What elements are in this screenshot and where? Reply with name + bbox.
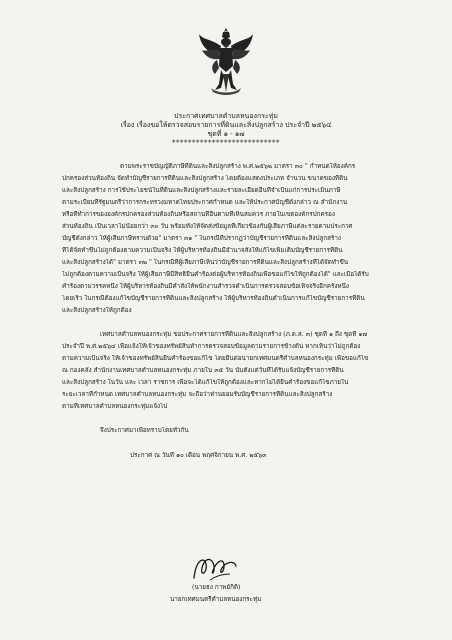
paragraph-line: และสิ่งปลูกสร้างให้ถูกต้อง <box>62 307 132 314</box>
batch-line: ชุดที่ ๑ - ๑๗ <box>207 130 245 138</box>
paragraph-line: โดยเร็ว ในกรณีต้องแก้ไขบัญชีรายการที่ดินและสิ่งปลูกสร้าง ให้ผู้บริหารท้องถิ่นดำเนินการแก้ไขบัญชีรายการที่ดิน <box>62 295 365 302</box>
paragraph-line: และสิ่งปลูกสร้าง ในวัน และ เวลา ราชการ เพื่อจะได้แก้ไขให้ถูกต้องและหากไม่ได้ยื่นคำร้องขอแก้ไขภายใน <box>62 379 349 386</box>
closing-line: จึงประกาศมาเพื่อทราบโดยทั่วกัน <box>100 427 189 434</box>
paragraph-line: ณ กองคลัง สำนักงานเทศบาลตำบลหนองกระทุ่ม ภายใน ๓๕ วัน นับตั้งแต่วันที่ได้รับแจ้งบัญชีรายการที่ดิน <box>62 367 344 374</box>
paragraph-line: และสิ่งปลูกสร้าง การใช้ประโยชน์ในที่ดินและสิ่งปลูกสร้างและรายละเอียดอื่นที่จำเป็นแก่การประเมินภาษี <box>62 187 341 194</box>
signature-icon <box>190 552 240 584</box>
paragraph-line: ที่ได้จัดทำขึ้นไม่ถูกต้องตามความเป็นจริง ให้ผู้บริหารท้องถิ่นมีอำนาจสั่งให้แก้ไขเพิ่มเติมบัญชีรายการที่ดิน <box>62 247 343 254</box>
paragraph-line: และสิ่งปลูกสร้างได้" มาตรา ๓๒ " ในกรณีที่ผู้เสียภาษีเห็นว่าบัญชีรายการที่ดินและสิ่งปลูกสร้างที่ได้จัดทำขึ้น <box>62 259 349 266</box>
subject-line: เรื่อง เรื่องขอให้ตรวจสอบรายการที่ดินและสิ่งปลูกสร้าง ประจำปี ๒๕๖๔ <box>120 121 332 129</box>
paragraph-line: ไม่ถูกต้องตามความเป็นจริง ให้ผู้เสียภาษีมีสิทธิยื่นคำร้องต่อผู้บริหารท้องถิ่นเพื่อขอแก้ไขให้ถูกต้องได้" และเมื่อได้รับ <box>62 271 369 278</box>
paragraph-line: ส่วนท้องถิ่น เป็นเวลาไม่น้อยกว่า ๓๐ วัน พร้อมทั้งให้จัดส่งข้อมูลที่เกี่ยวข้องกับผู้เสียภาษีแต่ละรายตามประกาศ <box>62 223 353 230</box>
paragraph-line: หรือที่ทำการขององค์กรปกครองส่วนท้องถิ่นหรือสถานที่อื่นตามที่เห็นสมควร ภายในเขตองค์กรปกครอง <box>62 211 335 218</box>
paragraph-line: คำร้องตามวรรคหนึ่ง ให้ผู้บริหารท้องถิ่นมีคำสั่งให้พนักงานสำรวจดำเนินการตรวจสอบข้อเท็จจริงอีกครั้งหนึ่ง <box>62 283 349 290</box>
date-line: ประกาศ ณ วันที่ ๑๐ เดือน พฤศจิกายน พ.ศ. ๒๕๖๓ <box>130 452 267 459</box>
paragraph-line: ตามระเบียบที่รัฐมนตรีว่าการกระทรวงมหาดไทยประกาศกำหนด และให้ประกาศบัญชีดังกล่าว ณ สำนักงาน <box>62 199 348 206</box>
paragraph-line: ตามพระราชบัญญัติภาษีที่ดินและสิ่งปลูกสร้าง พ.ศ.๒๕๖๒ มาตรา ๓๐ " กำหนดให้องค์กร <box>120 163 356 170</box>
paragraph-line: ตามความเป็นจริง ให้เจ้าของทรัพย์สินยื่นคำร้องขอแก้ไข โดยยื่นต่อนายกเทศมนตรีตำบลหนองกระทุ่ม เพื่อขอแก้ไข <box>62 355 369 362</box>
paragraph-line: เทศบาลตำบลหนองกระทุ่ม ขอประกาศรายการที่ดินและสิ่งปลูกสร้าง (ภ.ด.ส. ๓) ชุดที่ ๑ ถึง ชุดที่ ๑๗ <box>100 331 368 338</box>
paragraph-line: บัญชีดังกล่าว ให้ผู้เสียภาษีทราบด้วย" มาตรา ๓๑ " ในกรณีที่ปรากฏว่าบัญชีรายการที่ดินและสิ่งปลูกสร้าง <box>62 235 341 242</box>
paragraph-line: ปกครองส่วนท้องถิ่น จัดทำบัญชีรายการที่ดินและสิ่งปลูกสร้าง โดยต้องแสดงประเภท จำนวน ขนาดของที่ดิน <box>62 175 348 182</box>
paragraph-line: ประจำปี พ.ศ.๒๕๖๔ เพื่อแจ้งให้เจ้าของทรัพย์สินทำการตรวจสอบข้อมูลตามรายการข้างต้น หากเห็นว่าไม่ถูกต้อง <box>62 343 361 350</box>
signer-title: นายกเทศมนตรีตำบลหนองกระทุ่ม <box>170 596 262 603</box>
paragraph-line: ตามที่เทศบาลตำบลหนองกระทุ่มแจ้งไป <box>62 403 168 410</box>
org-title: ประกาศเทศบาลตำบลหนองกระทุ่ม <box>174 112 278 120</box>
stars-divider: *************************** <box>172 139 280 147</box>
garuda-emblem-icon <box>197 26 255 96</box>
paragraph-line: ระยะเวลาที่กำหนด เทศบาลตำบลหนองกระทุ่ม จะถือว่าท่านยอมรับบัญชีรายการที่ดินและสิ่งปลูกสร้าง <box>62 391 333 398</box>
signer-name: (นายธง กาพย์กิติ) <box>192 584 241 591</box>
